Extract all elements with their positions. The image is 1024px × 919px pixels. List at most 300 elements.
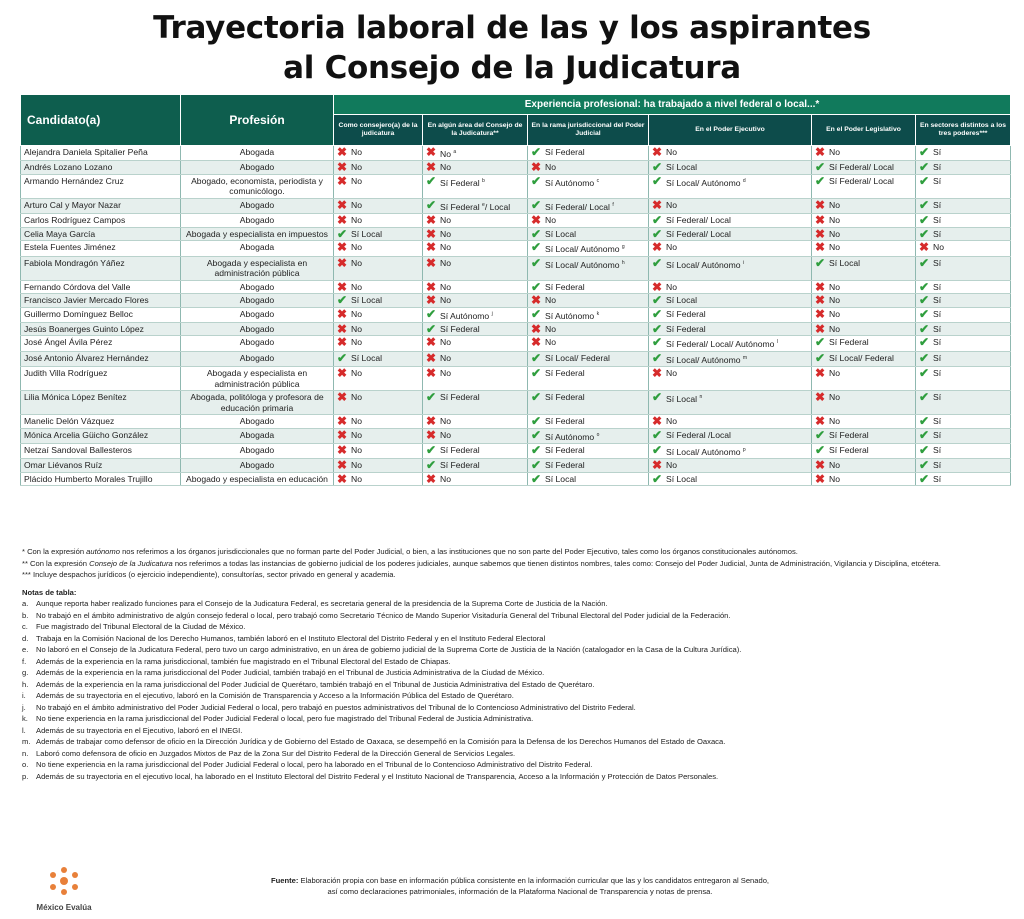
experience-cell (916, 214, 1011, 228)
cross-icon: ✖ (426, 366, 437, 381)
check-icon: ✔ (919, 213, 930, 228)
experience-cell (334, 227, 423, 241)
note-text: No laboró en el Consejo de la Judicatura Federal, pero tuvo un cargo administrativo, en un área de gobierno judicial de la Suprema Corte de Justicia de la Nación (catalogador en la Casa de la Cultura Jurídica). (36, 645, 742, 654)
experience-value: No (440, 429, 451, 440)
experience-cell (334, 161, 423, 175)
note-key: g. (22, 668, 29, 677)
experience-cell (528, 256, 649, 280)
experience-value: Sí Federal (829, 445, 869, 456)
experience-cell (423, 367, 528, 391)
experience-cell (649, 227, 812, 241)
subheader-3: En el Poder Ejecutivo (649, 115, 812, 146)
experience-value: No (666, 147, 677, 157)
check-icon: ✔ (652, 390, 663, 405)
experience-cell (649, 161, 812, 175)
note-key: h. (22, 679, 29, 689)
logo-mark-icon (47, 866, 81, 896)
cross-icon: ✖ (337, 335, 348, 350)
cross-icon: ✖ (337, 414, 348, 429)
experience-cell (812, 214, 916, 228)
experience-cell (334, 174, 423, 198)
experience-value: No (440, 368, 451, 379)
experience-value: No (829, 147, 840, 157)
cross-icon: ✖ (426, 279, 437, 294)
cross-icon: ✖ (337, 458, 348, 473)
experience-cell (528, 198, 649, 213)
experience-value: Sí (933, 352, 942, 363)
experience-cell (649, 444, 812, 459)
experience-cell (812, 280, 916, 294)
experience-cell (528, 367, 649, 391)
cross-icon: ✖ (337, 279, 348, 294)
experience-cell (649, 294, 812, 308)
experience-value: Sí (933, 215, 942, 226)
experience-value: No (829, 281, 840, 292)
cross-icon: ✖ (815, 471, 826, 486)
experience-cell (528, 444, 649, 459)
subheader-4: En el Poder Legislativo (812, 115, 916, 146)
experience-value: Sí (933, 445, 942, 456)
check-icon: ✔ (426, 306, 437, 321)
experience-cell (812, 367, 916, 391)
check-icon: ✔ (426, 197, 437, 212)
experience-cell (649, 428, 812, 443)
note-key: i. (22, 691, 26, 700)
experience-value: Sí Autónomo (440, 310, 490, 321)
check-icon: ✔ (531, 427, 542, 442)
cross-icon: ✖ (815, 145, 826, 159)
experience-value: No (351, 323, 362, 334)
experience-value: Sí (933, 392, 942, 403)
note-key: l. (22, 725, 26, 735)
experience-cell (649, 214, 812, 228)
note-text: Fue magistrado del Tribunal Electoral de la Ciudad de México. (36, 622, 246, 631)
experience-cell (649, 472, 812, 486)
mexico-evalua-logo (36, 866, 92, 912)
experience-value: Sí (933, 368, 942, 379)
check-icon: ✔ (531, 306, 542, 321)
experience-cell (649, 351, 812, 366)
candidate-name: Carlos Rodríguez Campos (21, 214, 181, 228)
note-ref: c (596, 177, 600, 184)
title-line-2: al Consejo de la Judicatura (283, 50, 741, 86)
cross-icon: ✖ (531, 160, 542, 175)
experience-value: Sí Autónomo (545, 431, 595, 442)
check-icon: ✔ (531, 366, 542, 381)
experience-cell (916, 280, 1011, 294)
check-icon: ✔ (531, 414, 542, 429)
experience-cell (649, 415, 812, 429)
check-icon: ✔ (531, 145, 542, 159)
check-icon: ✔ (919, 293, 930, 308)
experience-value: No (351, 281, 362, 292)
note-text: Además de la experiencia en la rama jurisdiccional del Poder Judicial de Querétaro, también trabajó en el Tribunal de Justicia Administrativa del Estado de Querétaro. (36, 679, 595, 689)
cross-icon: ✖ (426, 350, 437, 365)
experience-cell (423, 294, 528, 308)
experience-value: Sí (933, 323, 942, 334)
experience-value: No (666, 281, 677, 292)
check-icon: ✔ (426, 458, 437, 473)
experience-value: Sí Local (829, 257, 861, 268)
experience-cell (812, 444, 916, 459)
check-icon: ✔ (919, 321, 930, 336)
experience-value: No (829, 460, 840, 471)
experience-value: No (666, 368, 677, 379)
experience-cell (649, 256, 812, 280)
experience-cell (649, 280, 812, 294)
experience-cell (334, 146, 423, 161)
table-note (22, 736, 1012, 748)
experience-cell (334, 351, 423, 366)
cross-icon: ✖ (652, 197, 663, 212)
check-icon: ✔ (531, 226, 542, 241)
candidate-name: José Antonio Álvarez Hernández (21, 351, 181, 366)
cross-icon: ✖ (652, 279, 663, 294)
cross-icon: ✖ (426, 471, 437, 486)
cross-icon: ✖ (531, 335, 542, 350)
candidate-profession: Abogado (181, 322, 334, 336)
cross-icon: ✖ (426, 240, 437, 255)
experience-value: No (440, 148, 451, 159)
note-key: j. (22, 702, 26, 712)
experience-value: Sí Federal (440, 201, 480, 212)
experience-value: No (440, 295, 451, 306)
experience-cell (916, 367, 1011, 391)
check-icon: ✔ (919, 145, 930, 159)
experience-value: Sí Local (666, 473, 698, 484)
experience-cell (528, 146, 649, 161)
table-note (22, 748, 1012, 760)
table-note (22, 702, 1012, 714)
candidate-name: Estela Fuentes Jiménez (21, 241, 181, 256)
experience-cell (649, 146, 812, 161)
experience-cell (528, 227, 649, 241)
footnote-3: *** Incluye despachos jurídicos (o ejercicio independiente), consultorías, sector privado en general y academia. (22, 570, 396, 579)
experience-value: No (440, 215, 451, 226)
candidate-profession: Abogado (181, 161, 334, 175)
page-title (0, 8, 1024, 88)
cross-icon: ✖ (337, 160, 348, 175)
check-icon: ✔ (652, 226, 663, 241)
subheader-1: En algún área del Consejo de la Judicatura** (423, 115, 528, 146)
check-icon: ✔ (919, 173, 930, 188)
candidate-profession: Abogada (181, 241, 334, 256)
check-icon: ✔ (531, 240, 542, 255)
note-ref: d (742, 177, 746, 184)
note-ref: o (596, 431, 600, 438)
note-text: No tiene experiencia en la rama jurisdiccional del Poder Judicial Federal o local, pero ha laborado en el Tribunal de lo Contencioso Administrativo del Distrito Federal. (36, 760, 593, 769)
table-row (21, 161, 1011, 175)
experience-cell (916, 428, 1011, 443)
check-icon: ✔ (652, 173, 663, 188)
experience-cell (916, 472, 1011, 486)
experience-value: No (351, 416, 362, 427)
cross-icon: ✖ (426, 213, 437, 228)
check-icon: ✔ (919, 350, 930, 365)
check-icon: ✔ (652, 255, 663, 270)
note-ref: b (482, 177, 485, 184)
table-row (21, 198, 1011, 213)
candidate-name: Armando Hernández Cruz (21, 174, 181, 198)
experience-cell (528, 174, 649, 198)
experience-cell (423, 198, 528, 213)
candidate-profession: Abogado (181, 307, 334, 322)
experience-cell (916, 415, 1011, 429)
experience-value: Sí (933, 199, 942, 210)
cross-icon: ✖ (337, 173, 348, 188)
experience-value: Sí (933, 429, 942, 440)
note-text: Además de la experiencia en la rama jurisdiccional, también fue magistrado en el Tribunal Electoral del Estado de Chiapas. (36, 656, 451, 666)
experience-cell (812, 415, 916, 429)
table-row (21, 146, 1011, 161)
experience-cell (334, 280, 423, 294)
experience-value: Sí (933, 147, 942, 157)
check-icon: ✔ (815, 173, 826, 188)
check-icon: ✔ (337, 226, 348, 241)
check-icon: ✔ (919, 366, 930, 381)
experience-cell (334, 444, 423, 459)
experience-cell (916, 161, 1011, 175)
check-icon: ✔ (652, 213, 663, 228)
note-ref: k (596, 310, 600, 317)
experience-cell (916, 241, 1011, 256)
note-ref: p (742, 447, 746, 454)
check-icon: ✔ (652, 293, 663, 308)
check-icon: ✔ (652, 443, 663, 458)
experience-cell (916, 351, 1011, 366)
experience-value: Sí Federal (666, 308, 706, 319)
notes-title: Notas de tabla: (22, 587, 77, 597)
candidate-name: Fabiola Mondragón Yáñez (21, 256, 181, 280)
candidate-name: Andrés Lozano Lozano (21, 161, 181, 175)
candidate-name: Omar Liévanos Ruíz (21, 459, 181, 473)
experience-value: No (829, 323, 840, 334)
check-icon: ✔ (815, 443, 826, 458)
note-ref: j (491, 310, 493, 317)
note-text: Además de su trayectoria en el ejecutivo, laboró en la Comisión de Transparencia y Acceso a la Información Pública del Estado de Querétaro. (36, 691, 514, 700)
table-note (22, 644, 1012, 656)
experience-value: Sí Local/ Autónomo (666, 446, 741, 457)
experience-value: No (545, 162, 556, 173)
table-note (22, 771, 1012, 783)
experience-value: No (351, 242, 362, 253)
candidate-name: Lilia Mónica López Benítez (21, 391, 181, 415)
candidate-name: Netzaí Sandoval Ballesteros (21, 444, 181, 459)
experience-value: Sí Federal (545, 281, 585, 292)
experience-cell (528, 459, 649, 473)
experience-cell (423, 174, 528, 198)
check-icon: ✔ (652, 335, 663, 350)
experience-cell (423, 146, 528, 161)
experience-cell (916, 174, 1011, 198)
experience-cell (812, 198, 916, 213)
check-icon: ✔ (652, 471, 663, 486)
experience-value: No (351, 429, 362, 440)
candidate-name: Arturo Cal y Mayor Nazar (21, 198, 181, 213)
candidate-profession: Abogado (181, 415, 334, 429)
candidate-profession: Abogado (181, 351, 334, 366)
experience-value: Sí Federal (440, 460, 480, 471)
experience-cell (423, 444, 528, 459)
table-row (21, 307, 1011, 322)
table-note (22, 656, 1012, 668)
cross-icon: ✖ (652, 366, 663, 381)
cross-icon: ✖ (426, 145, 437, 159)
experience-value: Sí Federal (545, 416, 585, 427)
cross-icon: ✖ (337, 255, 348, 270)
experience-cell (423, 472, 528, 486)
experience-cell (334, 256, 423, 280)
experience-value: No (440, 281, 451, 292)
candidate-profession: Abogado (181, 444, 334, 459)
check-icon: ✔ (531, 390, 542, 405)
cross-icon: ✖ (815, 458, 826, 473)
experience-value: No (829, 295, 840, 306)
note-text: Aunque reporta haber realizado funciones para el Consejo de la Judicatura Federal, es secretaria general de la presidencia de la Suprema Corte de Justicia de la Nación. (36, 599, 608, 608)
experience-value: No (351, 215, 362, 226)
experience-cell (812, 294, 916, 308)
check-icon: ✔ (919, 160, 930, 175)
check-icon: ✔ (919, 197, 930, 212)
experience-value: Sí Autónomo (545, 310, 595, 321)
experience-cell (423, 351, 528, 366)
candidate-name: Mónica Arcelia Güicho González (21, 428, 181, 443)
cross-icon: ✖ (337, 240, 348, 255)
experience-cell (649, 174, 812, 198)
experience-cell (812, 307, 916, 322)
note-text: Además de la experiencia en la rama jurisdiccional del Poder Judicial, también trabajó en el Tribunal de Justicia Administrativa de la Ciudad de México. (36, 668, 545, 677)
experience-cell (649, 198, 812, 213)
check-icon: ✔ (531, 279, 542, 294)
experience-cell (812, 174, 916, 198)
table-row (21, 322, 1011, 336)
experience-value: Sí (933, 308, 942, 319)
note-key: o. (22, 760, 29, 769)
candidate-profession: Abogado (181, 214, 334, 228)
experience-value: Sí Local (351, 352, 383, 363)
note-text: Además de trabajar como defensor de oficio en la Dirección Jurídica y de Gobierno del Estado de Oaxaca, se desempeñó en la Comisión para la Defensa de los Derechos Humanos del Estado de Oaxaca. (36, 737, 726, 746)
cross-icon: ✖ (815, 197, 826, 212)
candidate-profession: Abogado (181, 198, 334, 213)
candidate-name: Guillermo Domínguez Belloc (21, 307, 181, 322)
experience-value: Sí Local (666, 162, 698, 173)
experience-cell (528, 336, 649, 351)
experience-value: No (351, 162, 362, 173)
experience-value-extra: / Local (484, 201, 511, 212)
title-line-1: Trayectoria laboral de las y los aspirantes (153, 10, 871, 46)
experience-value: Sí (933, 175, 942, 186)
experience-cell (649, 391, 812, 415)
cross-icon: ✖ (337, 443, 348, 458)
experience-value: No (351, 392, 362, 403)
experience-value: Sí Federal (829, 429, 869, 440)
check-icon: ✔ (531, 255, 542, 270)
note-key: p. (22, 771, 29, 781)
experience-cell (916, 227, 1011, 241)
experience-value: No (933, 242, 944, 253)
candidate-name: Celia Maya García (21, 227, 181, 241)
experience-value: Sí Local/ Federal (545, 352, 610, 363)
cross-icon: ✖ (426, 427, 437, 442)
experience-value: No (829, 392, 840, 403)
experience-value: No (829, 242, 840, 253)
check-icon: ✔ (531, 197, 542, 212)
cross-icon: ✖ (337, 213, 348, 228)
experience-cell (649, 307, 812, 322)
check-icon: ✔ (426, 443, 437, 458)
check-icon: ✔ (919, 427, 930, 442)
experience-value: No (440, 228, 451, 239)
experience-value: Sí (933, 460, 942, 471)
candidate-profession: Abogado (181, 336, 334, 351)
cross-icon: ✖ (815, 213, 826, 228)
cross-icon: ✖ (815, 293, 826, 308)
experience-value: No (829, 215, 840, 226)
experience-cell (423, 322, 528, 336)
candidate-profession: Abogado, economista, periodista y comunicólogo. (181, 174, 334, 198)
experience-cell (423, 391, 528, 415)
check-icon: ✔ (652, 321, 663, 336)
check-icon: ✔ (426, 173, 437, 188)
experience-value: Sí Federal (440, 445, 480, 456)
experience-cell (423, 428, 528, 443)
experience-cell (334, 428, 423, 443)
check-icon: ✔ (426, 321, 437, 336)
experience-value: Sí (933, 162, 942, 173)
table-row (21, 472, 1011, 486)
cross-icon: ✖ (531, 213, 542, 228)
experience-value: No (829, 368, 840, 379)
candidate-profession: Abogado (181, 280, 334, 294)
experience-value: Sí Local (351, 228, 383, 239)
experience-value: Sí Federal/ Local (829, 162, 894, 173)
note-key: m. (22, 737, 31, 746)
experience-value: Sí Federal/ Local (829, 175, 894, 186)
experience-cell (528, 241, 649, 256)
candidate-name: Judith Villa Rodríguez (21, 367, 181, 391)
check-icon: ✔ (815, 255, 826, 270)
note-ref: m (742, 354, 748, 361)
experience-cell (812, 428, 916, 443)
note-key: c. (22, 622, 28, 631)
check-icon: ✔ (337, 293, 348, 308)
cross-icon: ✖ (815, 321, 826, 336)
check-icon: ✔ (652, 350, 663, 365)
experience-cell (334, 472, 423, 486)
experience-value: Sí Autónomo (545, 177, 595, 188)
experience-cell (916, 198, 1011, 213)
footnote-2: ** Con la expresión Consejo de la Judicatura nos referimos a todas las instancias de gobierno judicial de los poderes judiciales, aunque sabemos que tienen distintos nombres, tales como: Consejo del Poder Judicial, Junta de Administración, Vigilancia y Disciplina, etcétera. (22, 558, 941, 568)
candidate-profession: Abogada (181, 146, 334, 161)
table-row (21, 227, 1011, 241)
experience-cell (334, 322, 423, 336)
experience-cell (334, 459, 423, 473)
experience-value: No (829, 228, 840, 239)
check-icon: ✔ (426, 390, 437, 405)
experience-cell (334, 367, 423, 391)
cross-icon: ✖ (815, 414, 826, 429)
cross-icon: ✖ (337, 366, 348, 381)
experience-value: No (351, 368, 362, 379)
experience-value: No (829, 308, 840, 319)
experience-cell (423, 256, 528, 280)
cross-icon: ✖ (919, 240, 930, 255)
note-ref: l (776, 339, 778, 346)
table-row (21, 351, 1011, 366)
check-icon: ✔ (531, 173, 542, 188)
experience-value: No (351, 473, 362, 484)
check-icon: ✔ (815, 160, 826, 175)
